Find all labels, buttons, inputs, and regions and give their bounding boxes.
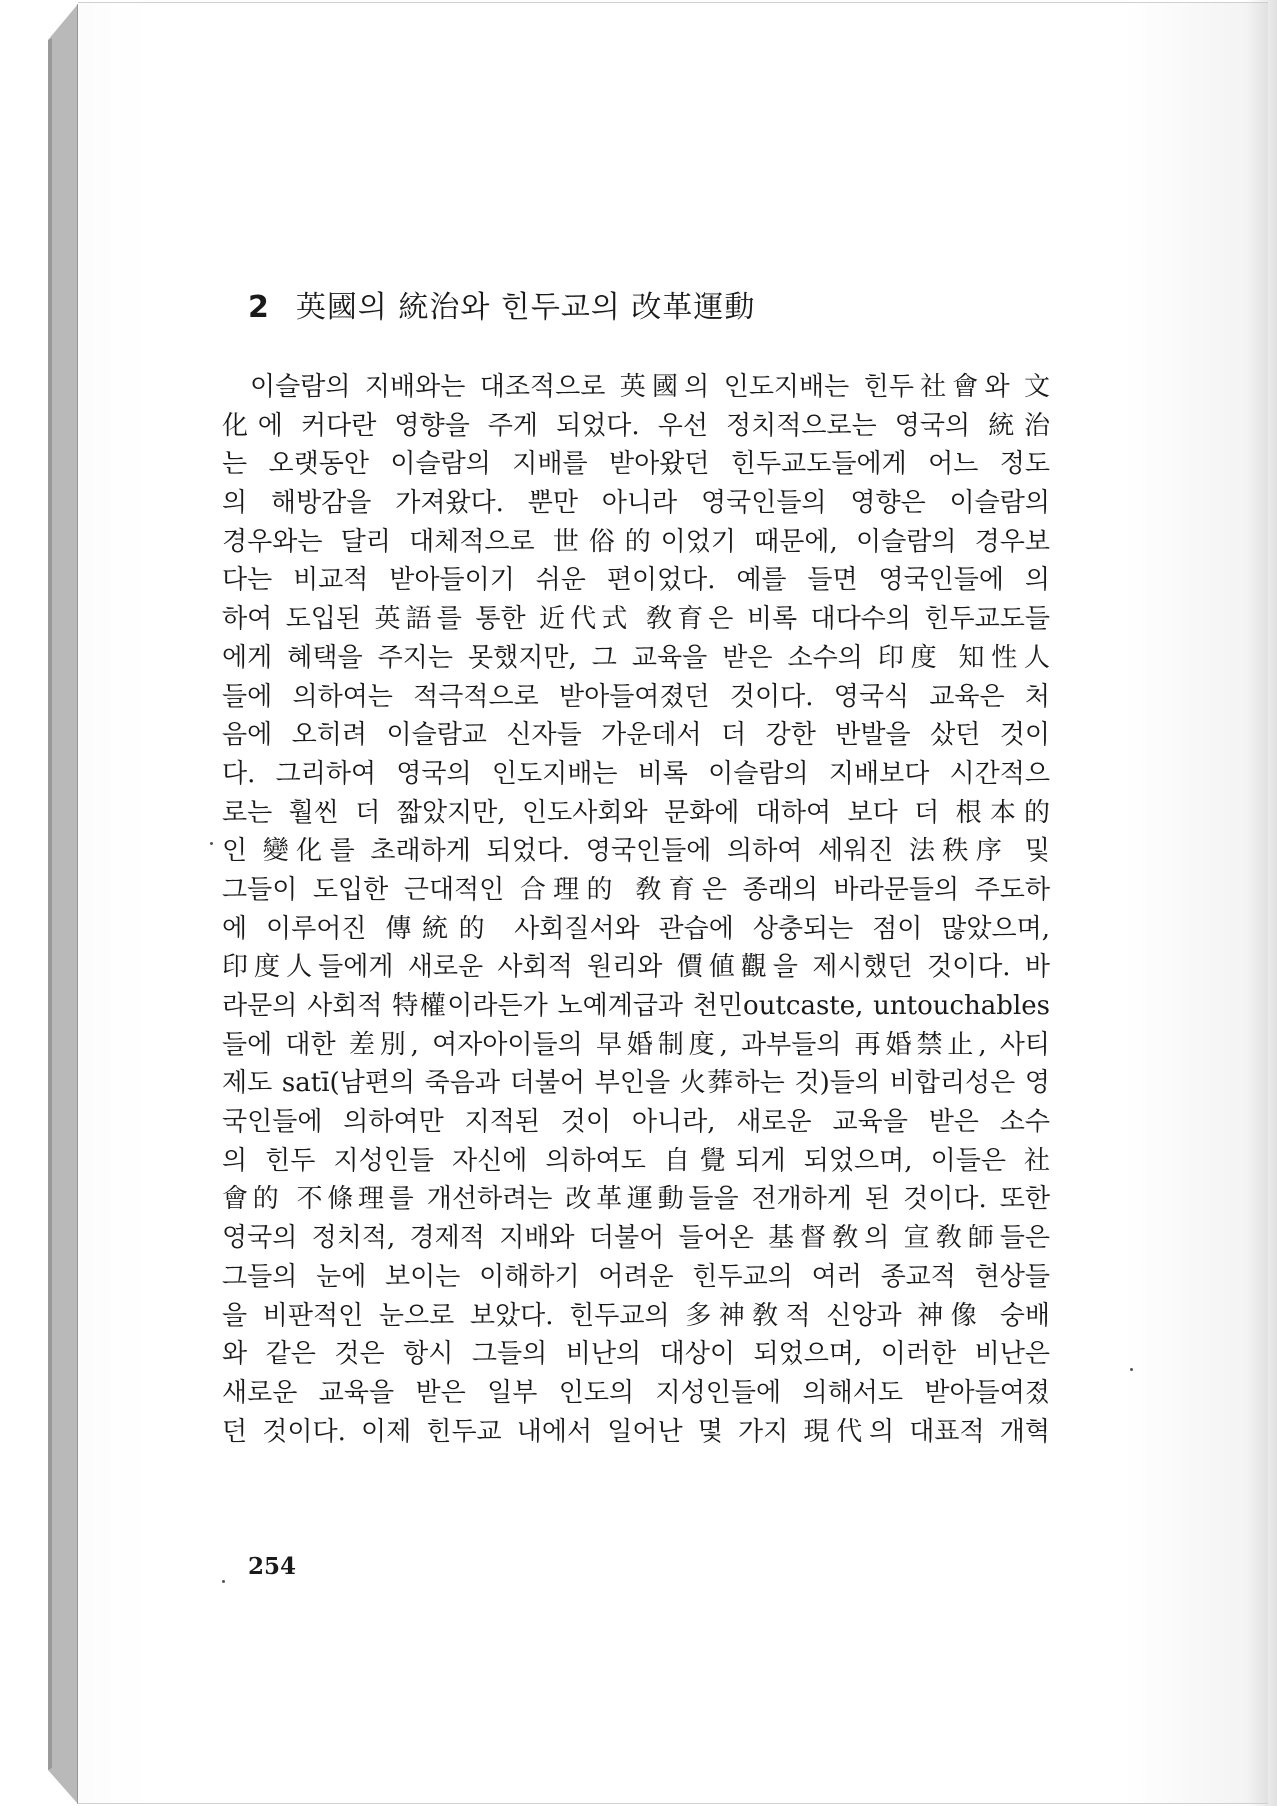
- text-line: 국인들에 의하여만 지적된 것이 아니라, 새로운 교육을 받은 소수: [222, 1107, 1050, 1138]
- text-line: 印度人들에게 새로운 사회적 원리와 價値觀을 제시했던 것이다. 바: [222, 952, 1050, 983]
- text-line: 들에 대한 差別, 여자아이들의 早婚制度, 과부들의 再婚禁止, 사티: [222, 1029, 1050, 1060]
- page-number: 254: [248, 1553, 297, 1580]
- text-line: 던 것이다. 이제 힌두교 내에서 일어난 몇 가지 現代의 대표적 개혁: [222, 1416, 1050, 1447]
- text-line: 다. 그리하여 영국의 인도지배는 비록 이슬람의 지배보다 시간적으: [222, 758, 1050, 789]
- scan-speck: [222, 1580, 225, 1583]
- text-line: 에 이루어진 傳統的 사회질서와 관습에 상충되는 점이 많았으며,: [222, 913, 1050, 944]
- text-line: 그들의 눈에 보이는 이해하기 어려운 힌두교의 여러 종교적 현상들: [222, 1261, 1050, 1292]
- text-line: 로는 훨씬 더 짧았지만, 인도사회와 문화에 대하여 보다 더 根本的: [222, 797, 1050, 828]
- text-line: 의 해방감을 가져왔다. 뿐만 아니라 영국인들의 영향은 이슬람의: [222, 488, 1050, 519]
- text-line: 영국의 정치적, 경제적 지배와 더불어 들어온 基督敎의 宣敎師들은: [222, 1223, 1050, 1254]
- text-line: 의 힌두 지성인들 자신에 의하여도 自覺되게 되었으며, 이들은 社: [222, 1145, 1050, 1176]
- text-line: 제도 satī(남편의 죽음과 더불어 부인을 火葬하는 것)들의 비합리성은 영: [222, 1068, 1050, 1099]
- section-title: 英國의 統治와 힌두교의 改革運動: [295, 290, 756, 325]
- scan-speck: [210, 842, 213, 845]
- text-line: 와 같은 것은 항시 그들의 비난의 대상이 되었으며, 이러한 비난은: [222, 1339, 1050, 1370]
- text-line: 그들이 도입한 근대적인 合理的 敎育은 종래의 바라문들의 주도하: [222, 874, 1050, 905]
- text-line: 이슬람의 지배와는 대조적으로 英國의 인도지배는 힌두社會와 文: [250, 372, 1050, 402]
- text-line: 경우와는 달리 대체적으로 世俗的이었기 때문에, 이슬람의 경우보: [222, 526, 1050, 557]
- text-line: 에게 혜택을 주지는 못했지만, 그 교육을 받은 소수의 印度 知性人: [222, 642, 1050, 673]
- body-text: [222, 368, 1050, 1451]
- text-line: 化에 커다란 영향을 주게 되었다. 우선 정치적으로는 영국의 統治: [222, 410, 1050, 441]
- text-line: 는 오랫동안 이슬람의 지배를 받아왔던 힌두교도들에게 어느 정도: [222, 449, 1050, 480]
- section-heading: [248, 282, 755, 326]
- text-line: 하여 도입된 英語를 통한 近代式 敎育은 비록 대다수의 힌두교도들: [222, 604, 1050, 635]
- text-line: 을 비판적인 눈으로 보았다. 힌두교의 多神敎적 신앙과 神像 숭배: [222, 1300, 1050, 1331]
- text-line: 들에 의하여는 적극적으로 받아들여졌던 것이다. 영국식 교육은 처: [222, 681, 1050, 712]
- section-number: 2: [248, 290, 270, 325]
- text-line: 새로운 교육을 받은 일부 인도의 지성인들에 의해서도 받아들여졌: [222, 1377, 1050, 1408]
- text-line: 인 變化를 초래하게 되었다. 영국인들에 의하여 세워진 法秩序 및: [222, 836, 1050, 867]
- page-edge-shadow: [1247, 0, 1277, 1806]
- book-spine: [0, 0, 80, 1806]
- text-line: 음에 오히려 이슬람교 신자들 가운데서 더 강한 반발을 샀던 것이: [222, 720, 1050, 751]
- scan-speck: [1130, 1368, 1133, 1371]
- text-line: 다는 비교적 받아들이기 쉬운 편이었다. 예를 들면 영국인들에 의: [222, 565, 1050, 596]
- text-line: 會的 不條理를 개선하려는 改革運動들을 전개하게 된 것이다. 또한: [222, 1184, 1050, 1215]
- text-line: 라문의 사회적 特權이라든가 노예계급과 천민outcaste, untouchables: [222, 991, 1050, 1021]
